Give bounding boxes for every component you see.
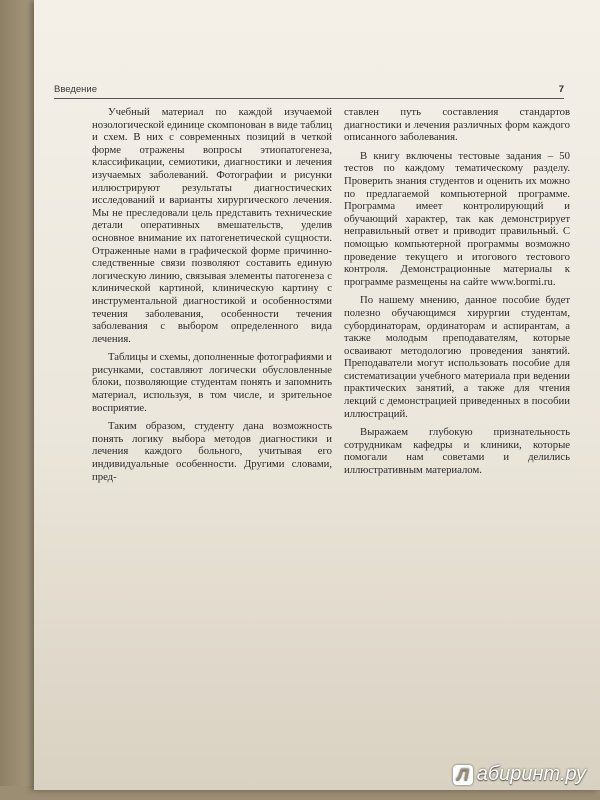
paragraph: Таблицы и схемы, дополненные фотографиями и рисунками, составляют логически обусловленные блоки, позволяющие студентам понять и запомнить материал, используя, в том числе, и зрительное восприятие. xyxy=(92,351,332,414)
paragraph: Таким образом, студенту дана возможность понять логику выбора методов диагностики и лечения каждого больного, учитывая его индивидуальные особенности. Другими словами, пред- xyxy=(92,420,332,483)
site-watermark xyxy=(453,763,586,786)
paragraph: Выражаем глубокую признательность сотрудникам кафедры и клиники, которые помогали нам советами и делились иллюстративным материалом. xyxy=(344,426,570,477)
watermark-text: абиринт.ру xyxy=(476,763,586,785)
section-title: Введение xyxy=(54,84,98,95)
running-header xyxy=(54,84,564,98)
page-number: 7 xyxy=(558,84,564,95)
labirint-logo-icon: Л xyxy=(453,765,473,785)
paragraph-continuation: ставлен путь составления стандартов диагностики и лечения различных форм каждого описанного заболевания. xyxy=(344,106,570,144)
left-column xyxy=(92,106,332,489)
paragraph: По нашему мнению, данное пособие будет полезно обучающимся хирургии студентам, субординаторам, ординаторам и аспирантам, а также молодым преподавателям, которые осваивают методологию проведения занятий. Преподаватели могут использовать пособие для систематизации учебного материала при ведении практических занятий, а также для чтения лекций с демонстрацией приведенных в пособии иллюстраций. xyxy=(344,294,570,420)
header-rule xyxy=(54,98,564,99)
paragraph: В книгу включены тестовые задания – 50 тестов по каждому тематическому разделу. Проверить знания студентов и оценить их можно по предлагаемой компьютерной программе. Программа имеет контролирующий и обучающий характер, так как демонстрирует неправильный ответ и приводит правильный. С помощью компьютерной программы возможно проведение текущего и итогового тестового контроля. Демонстрационные материалы к программе размещены на сайте www.bormi.ru. xyxy=(344,149,570,288)
table-surface-left xyxy=(0,0,34,800)
right-column xyxy=(344,106,570,483)
paragraph: Учебный материал по каждой изучаемой нозологической единице скомпонован в виде таблиц и схем. В них с современных позиций в четкой форме отражены вопросы этиопатогенеза, классификации, семиотики, диагностики и лечения изучаемых заболеваний. Фотографии и рисунки иллюстрируют результаты диагностических исследований и варианты хирургического лечения. Мы не преследовали цель представить технические детали оперативных вмешательств, уделив основное внимание их патогенетической сущности. Отраженные нами в графической форме причинно-следственные связи позволяют составить единую логическую линию, связывая элементы патогенеза с клинической картиной, клиническую картину с инструментальной диагностикой и особенностями течения заболевания, особенности течения заболевания с выбором определенного вида лечения. xyxy=(92,106,332,345)
